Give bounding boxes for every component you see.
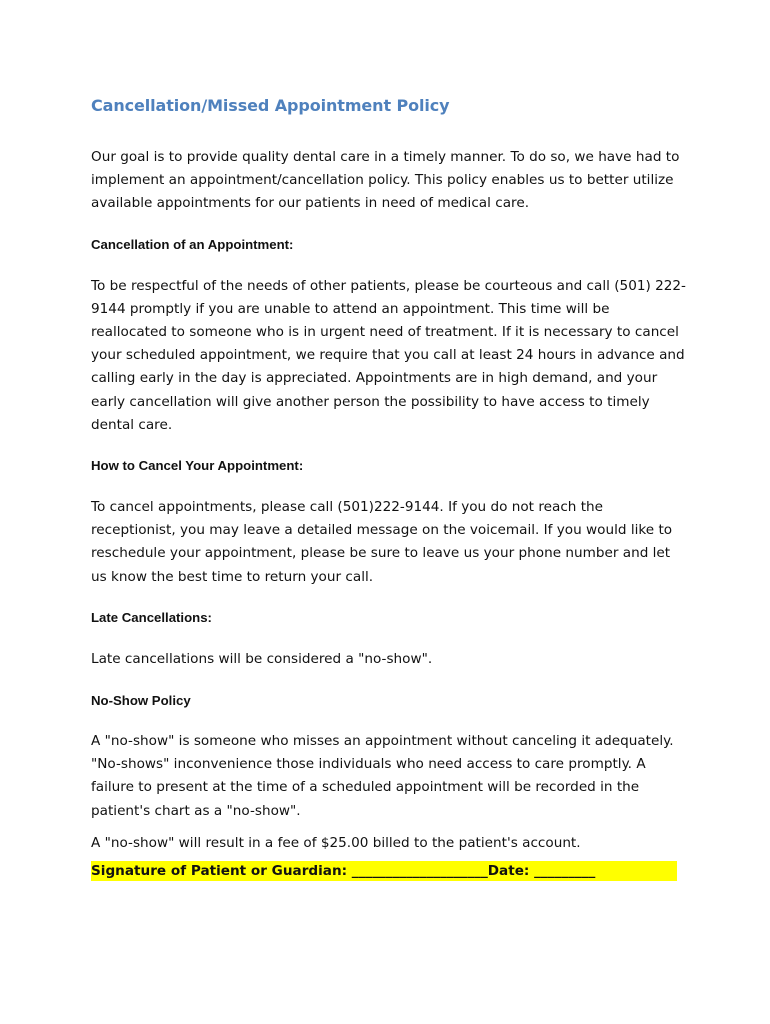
document-body xyxy=(91,94,687,881)
how-to-cancel-paragraph: To cancel appointments, please call (501)222-9144. If you do not reach the receptionist, you may leave a detailed message on the voicemail. If you would like to reschedule your appointment, please be sure to leave us your phone number and let us know the best time to return your call. xyxy=(91,499,673,585)
intro-paragraph: Our goal is to provide quality dental care in a timely manner. To do so, we have had to implement an appointment/cancellation policy. This policy enables us to better utilize available appointments for our patients in need of medical care. xyxy=(91,149,680,212)
no-show-paragraph: A "no-show" is someone who misses an appointment without canceling it adequately. "No-shows" inconvenience those individuals who need access to care promptly. A failure to present at the time of a scheduled appointment will be recorded in the patient's chart as a "no-show". xyxy=(91,733,674,819)
late-cancellations-heading: Late Cancellations: xyxy=(91,609,212,625)
how-to-cancel-heading: How to Cancel Your Appointment: xyxy=(91,458,304,474)
late-cancellations-paragraph: Late cancellations will be considered a "no-show". xyxy=(91,650,433,667)
cancellation-paragraph: To be respectful of the needs of other patients, please be courteous and call (501) 222-9144 promptly if you are unable to attend an appointment. This time will be reallocated to someone who is in urgent need of treatment. If it is necessary to cancel your scheduled appointment, we require that you call at least 24 hours in advance and calling early in the day is appreciated. Appointments are in high demand, and your early cancellation will give another person the possibility to have access to timely dental care. xyxy=(91,277,686,433)
cancellation-heading: Cancellation of an Appointment: xyxy=(91,236,294,252)
no-show-fee-paragraph: A "no-show" will result in a fee of $25.00 billed to the patient's account. xyxy=(91,834,581,851)
document-title: Cancellation/Missed Appointment Policy xyxy=(91,96,450,115)
no-show-heading: No-Show Policy xyxy=(91,693,191,709)
signature-line[interactable]: Signature of Patient or Guardian: ____________________Date: _________ xyxy=(91,861,677,881)
